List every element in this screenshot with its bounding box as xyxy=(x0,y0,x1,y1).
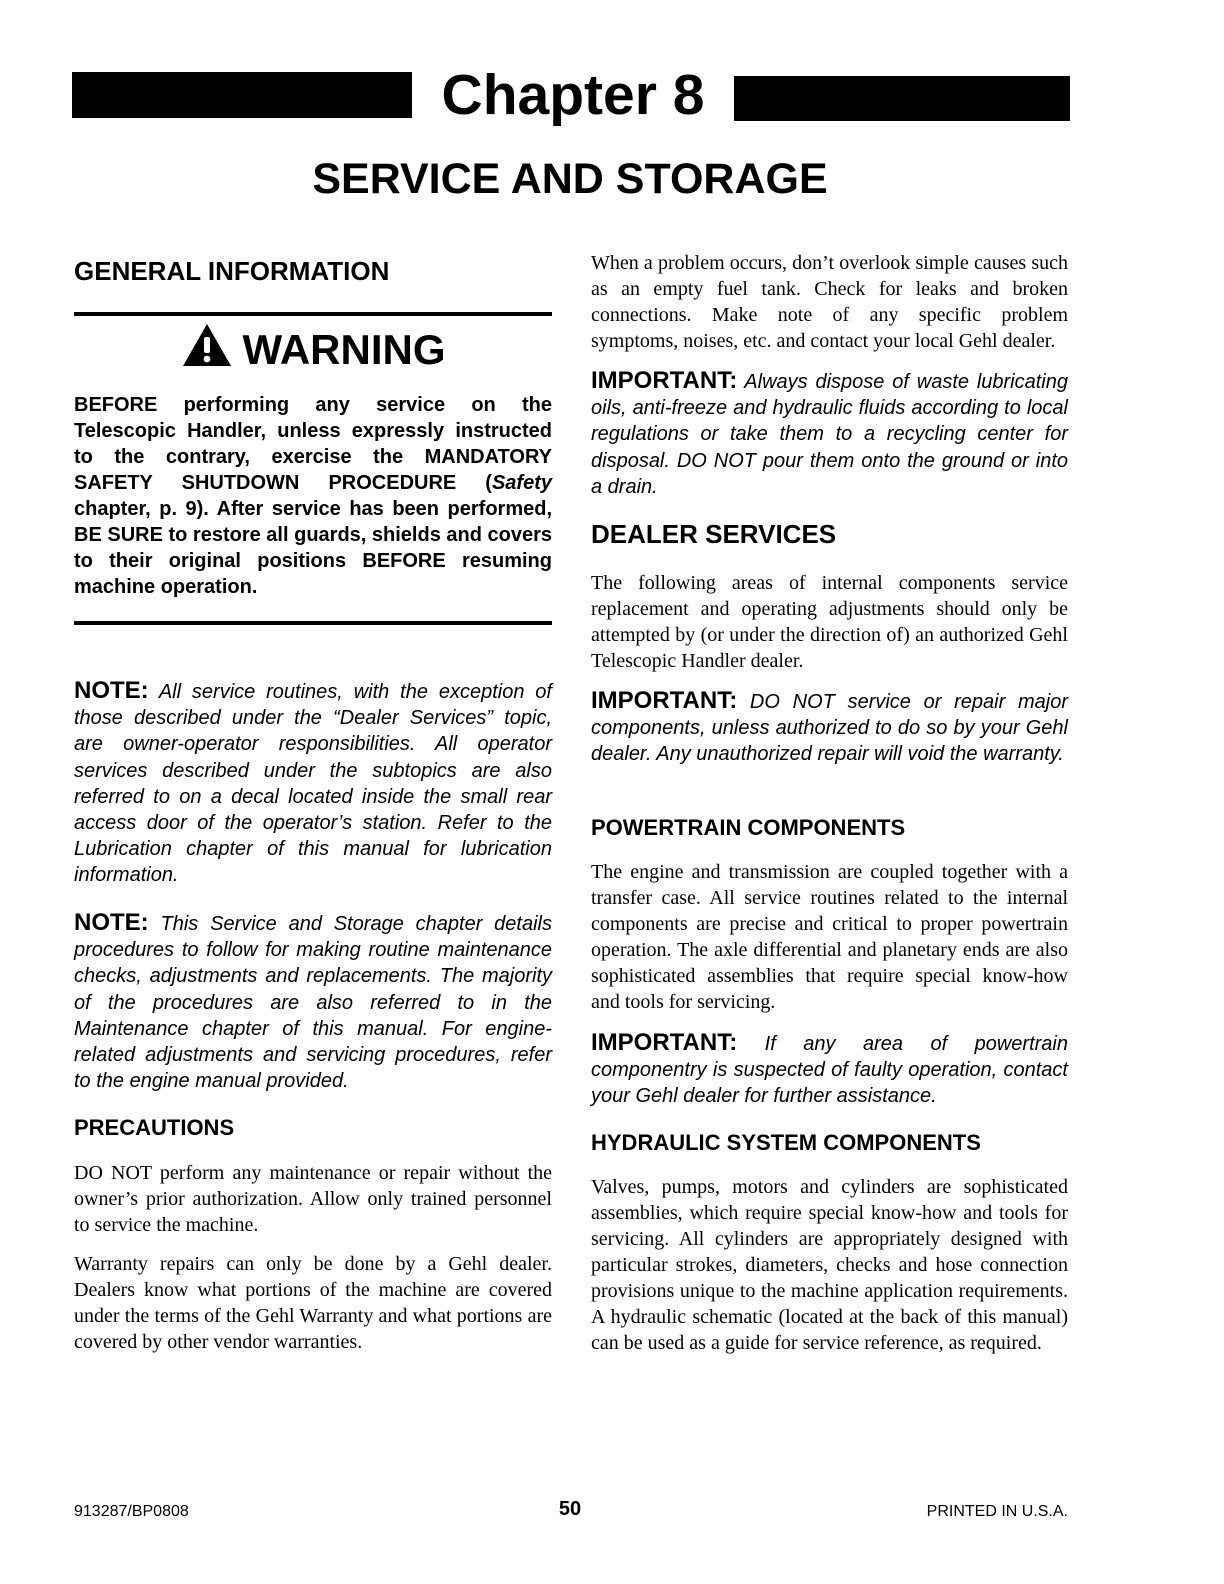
warning-top-rule xyxy=(74,312,552,316)
general-information-heading: GENERAL INFORMATION xyxy=(74,256,390,286)
chapter-bar-right xyxy=(734,76,1070,121)
warning-text-italic: Safety xyxy=(491,472,552,494)
important-do-not-service xyxy=(591,688,1068,768)
powertrain-paragraph: The engine and transmission are coupled together with a transfer case. All service routines related to the internal components are precise and critical to proper powertrain operation. The axle differential and planetary ends are also sophisticated assemblies that require special know-how and tools for servicing. xyxy=(591,861,1068,1013)
note-service-storage xyxy=(74,910,552,1094)
important-lead: IMPORTANT: xyxy=(591,1029,738,1056)
precautions-heading: PRECAUTIONS xyxy=(74,1115,235,1140)
dealer-services-heading: DEALER SERVICES xyxy=(591,519,837,549)
chapter-title: Chapter 8 xyxy=(441,63,705,127)
section-title: SERVICE AND STORAGE xyxy=(312,155,828,203)
warning-text xyxy=(74,392,552,600)
important-dispose xyxy=(591,368,1068,500)
important-text: If any area of powertrain componentry is suspected of faulty operation, contact your Gehl dealer for further assistance. xyxy=(591,1033,1068,1108)
warning-text-part-b: chapter, p. 9). After service has been performed, BE SURE to restore all guards, shields and covers to their original positions BEFORE resuming machine operation. xyxy=(74,498,552,598)
warning-header xyxy=(74,322,552,375)
note-text: All service routines, with the exception of those described under the “Dealer Services” topic, are owner-operator responsibilities. All operator services described under the subtopics are also referred to on a decal located inside the small rear access door of the operator’s station. Refer to the Lubrication chapter of this manual for lubrication information. xyxy=(74,681,552,887)
powertrain-heading: POWERTRAIN COMPONENTS xyxy=(591,815,906,840)
warning-bottom-rule xyxy=(74,621,552,625)
warning-triangle-icon xyxy=(181,322,233,368)
intro-paragraph: When a problem occurs, don’t overlook simple causes such as an empty fuel tank. Check for leaks and broken connections. Make note of any specific problem symptoms, noises, etc. and contact your local Gehl dealer. xyxy=(591,252,1068,352)
page-number: 50 xyxy=(558,1498,582,1520)
warning-text-part-a: BEFORE performing any service on the Telescopic Handler, unless expressly instructed to the contrary, exercise the MANDATORY SAFETY SHUTDOWN PROCEDURE ( xyxy=(74,394,552,494)
note-lead: NOTE: xyxy=(74,677,149,704)
note-service-routines xyxy=(74,678,552,889)
precautions-paragraph-2: Warranty repairs can only be done by a Gehl dealer. Dealers know what portions of the machine are covered under the terms of the Gehl Warranty and what portions are covered by other vendor warranties. xyxy=(74,1253,552,1353)
chapter-bar-left xyxy=(72,72,412,118)
dealer-services-paragraph: The following areas of internal components service replacement and operating adjustments should only be attempted by (or under the direction of) an authorized Gehl Telescopic Handler dealer. xyxy=(591,572,1068,672)
important-powertrain xyxy=(591,1030,1068,1110)
document-code: 913287/BP0808 xyxy=(74,1503,189,1520)
note-lead: NOTE: xyxy=(74,909,149,936)
hydraulic-paragraph: Valves, pumps, motors and cylinders are sophisticated assemblies, which require special know-how and tools for servicing. All cylinders are appropriately designed with particular strokes, diameters, checks and hose connection provisions unique to the machine application requirements. A hydraulic schematic (located at the back of this manual) can be used as a guide for service reference, as required. xyxy=(591,1176,1068,1354)
precautions-paragraph-1: DO NOT perform any maintenance or repair without the owner’s prior authorization. Allow only trained personnel to service the machine. xyxy=(74,1162,552,1236)
warning-label: WARNING xyxy=(242,326,446,373)
important-lead: IMPORTANT: xyxy=(591,367,738,394)
important-text: DO NOT service or repair major components, unless authorized to do so by your Gehl dealer. Any unauthorized repair will void the warranty. xyxy=(591,691,1068,766)
hydraulic-heading: HYDRAULIC SYSTEM COMPONENTS xyxy=(591,1130,981,1155)
note-text: This Service and Storage chapter details procedures to follow for making routine maintenance checks, adjustments and replacements. The majority of the procedures are also referred to in the Maintenance chapter of this manual. For engine-related adjustments and servicing procedures, refer to the engine manual provided. xyxy=(74,913,552,1093)
important-lead: IMPORTANT: xyxy=(591,687,738,714)
printed-in-usa: PRINTED IN U.S.A. xyxy=(926,1503,1068,1520)
important-text: Always dispose of waste lubricating oils, anti-freeze and hydraulic fluids according to local regulations or take them to a recycling center for disposal. DO NOT pour them onto the ground or into a drain. xyxy=(591,371,1068,498)
